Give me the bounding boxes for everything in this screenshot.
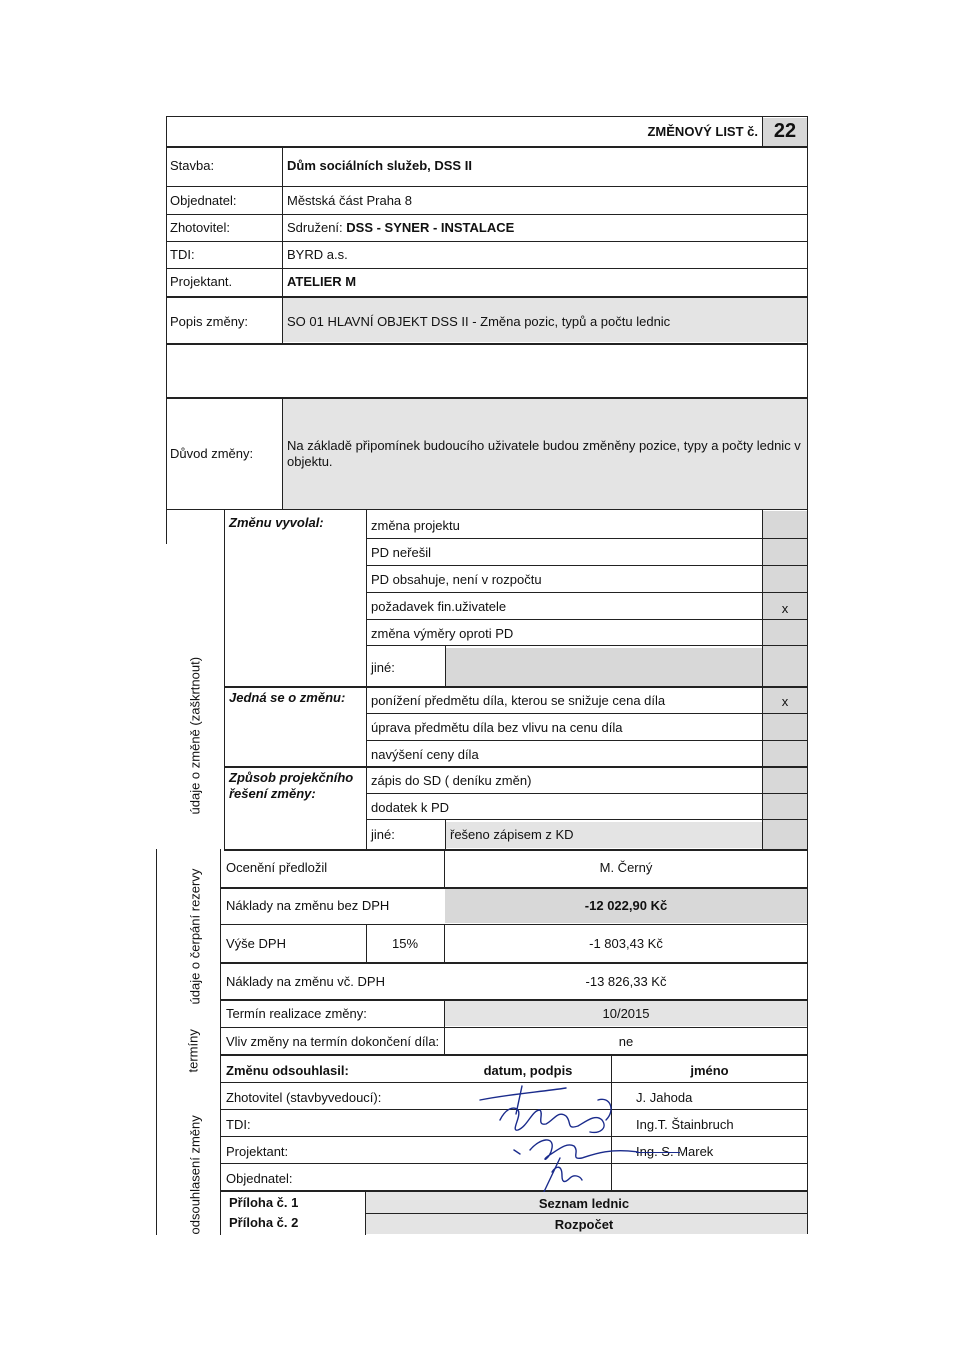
line [166, 186, 808, 187]
lower-left [220, 849, 221, 1235]
projektant-label: Projektant. [170, 274, 233, 289]
udaje-left [224, 509, 225, 849]
jedna-item: navýšení ceny díla [371, 747, 479, 762]
role-projektant: Projektant: [226, 1144, 289, 1159]
udaje-divider [366, 509, 367, 849]
jedna-item: ponížení předmětu díla, kterou se snižuje cena díla [371, 693, 666, 708]
zpusob-jine-divider [445, 819, 446, 849]
vyvolal-item: změna projektu [371, 518, 460, 533]
udaje-side-label: údaje o změně (zaškrtnout) [187, 656, 203, 815]
role-zhotovitel: Zhotovitel (stavbyvedoucí): [226, 1090, 382, 1105]
duvod-divider [282, 397, 283, 509]
mark-divider [762, 509, 763, 849]
line [166, 214, 808, 215]
dph-rate: 15% [391, 936, 419, 951]
priloha1-value: Seznam lednic [538, 1196, 630, 1211]
dph-value: -1 803,43 Kč [589, 936, 663, 951]
zpusob-item: jiné: [371, 827, 395, 842]
line [366, 793, 808, 794]
line [220, 924, 808, 925]
line [366, 538, 808, 539]
termin-value: 10/2015 [602, 1006, 650, 1021]
signature-stroke [552, 1167, 582, 1181]
priloha1-label: Příloha č. 1 [229, 1195, 299, 1210]
signature-stroke [598, 1099, 611, 1120]
tdi-value: BYRD a.s. [287, 247, 348, 262]
doc-title: ZMĚNOVÝ LIST č. [647, 124, 758, 139]
objednatel-label: Objednatel: [170, 193, 237, 208]
zpusob-label-1: Způsob projekčního [229, 770, 354, 785]
naklady-value: -12 022,90 Kč [584, 898, 668, 913]
border-left-popis [166, 296, 167, 544]
priloha2-label: Příloha č. 2 [229, 1215, 299, 1230]
popis-value: SO 01 HLAVNÍ OBJEKT DSS II - Změna pozic, typů a počtu lednic [287, 314, 671, 329]
line [366, 565, 808, 566]
vliv-value: ne [618, 1034, 634, 1049]
celkem-label: Náklady na změnu vč. DPH [226, 974, 385, 989]
vyvolal-item: změna výměry oproti PD [371, 626, 514, 641]
header-bottom [166, 146, 808, 148]
role-tdi: TDI: [226, 1117, 251, 1132]
jedna-label: Jedná se o změnu: [229, 690, 346, 705]
dph-label: Výše DPH [226, 936, 286, 951]
priloha2-value: Rozpočet [554, 1217, 614, 1232]
border-top [166, 116, 808, 117]
duvod-line2: objektu. [287, 454, 333, 469]
line [366, 819, 808, 820]
strike-line [636, 1152, 680, 1153]
line [366, 645, 808, 646]
border-left-info [166, 146, 167, 296]
naklady-label: Náklady na změnu bez DPH [226, 898, 390, 913]
vliv-label: Vliv změny na termín dokončení díla: [226, 1034, 440, 1049]
vyvolal-item: PD neřešil [371, 545, 431, 560]
line [220, 1054, 808, 1056]
odsouhlaseni-side-label: odsouhlasení změny [187, 1115, 203, 1235]
line [220, 887, 808, 889]
vyvolal-item: jiné: [371, 660, 395, 675]
line [166, 268, 808, 269]
jine-divider [445, 645, 446, 686]
line [166, 343, 808, 345]
line [224, 766, 808, 768]
border-left-top [166, 116, 167, 146]
zpusob-item: dodatek k PD [371, 800, 450, 815]
termin-label: Termín realizace změny: [226, 1006, 367, 1021]
name-projektant: Ing. S. Marek [636, 1144, 714, 1159]
line [366, 713, 808, 714]
stavba-label: Stavba: [170, 158, 215, 173]
border-right [807, 116, 808, 1234]
stavba-value: Dům sociálních služeb, DSS II [287, 158, 472, 173]
line [166, 241, 808, 242]
line [224, 686, 808, 688]
duvod-label: Důvod změny: [170, 446, 254, 461]
signature-stroke [542, 1158, 560, 1196]
zhotovitel-name: DSS - SYNER - INSTALACE [346, 220, 515, 235]
jine-shade [445, 648, 762, 686]
col-jmeno: jméno [690, 1063, 729, 1078]
role-objednatel: Objednatel: [226, 1171, 293, 1186]
zhotovitel-prefix: Sdružení: [287, 220, 347, 235]
line [365, 1213, 808, 1214]
zhotovitel-value [287, 220, 514, 235]
name-tdi: Ing.T. Štainbruch [636, 1117, 734, 1132]
col-datum-podpis: datum, podpis [483, 1063, 573, 1078]
zhotovitel-label: Zhotovitel: [170, 220, 230, 235]
outer-left-lower [156, 849, 157, 1235]
jedna-check-mark: x [781, 694, 789, 709]
vyvolal-item: požadavek fin.uživatele [371, 599, 507, 614]
mark-column-shade [763, 511, 807, 849]
name-zhotovitel: J. Jahoda [636, 1090, 693, 1105]
oceneni-label: Ocenění předložil [226, 860, 328, 875]
signature-stroke [480, 1088, 566, 1100]
signature-stroke [530, 1140, 638, 1159]
oceneni-value: M. Černý [599, 860, 653, 875]
line [220, 1027, 808, 1028]
vyvolal-check-mark: x [781, 601, 789, 616]
jedna-item: úprava předmětu díla bez vlivu na cenu díla [371, 720, 623, 735]
line [224, 849, 808, 851]
line [166, 509, 808, 510]
terminy-side-label: termíny [185, 1029, 201, 1073]
handwritten-signatures [470, 1080, 650, 1200]
popis-divider [282, 296, 283, 343]
odsouhlasil-title: Změnu odsouhlasil: [226, 1063, 349, 1078]
projektant-value: ATELIER M [287, 274, 357, 289]
zpusob-label-2: řešení změny: [229, 786, 316, 801]
line [366, 740, 808, 741]
cerpani-side-label: údaje o čerpání rezervy [187, 868, 203, 1005]
tdi-label: TDI: [170, 247, 195, 262]
vyvolal-label: Změnu vyvolal: [229, 515, 324, 530]
vyvolal-item: PD obsahuje, není v rozpočtu [371, 572, 542, 587]
doc-number: 22 [773, 120, 797, 142]
signature-stroke [500, 1108, 604, 1132]
celkem-value: -13 826,33 Kč [585, 974, 667, 989]
signature-stroke [514, 1150, 520, 1154]
line [220, 962, 808, 964]
duvod-line1: Na základě připomínek budoucího uživatele budou změněny pozice, typy a počty lednic v [287, 438, 801, 453]
line [366, 592, 808, 593]
duvod-shade [283, 399, 807, 509]
zpusob-jine-value: řešeno zápisem z KD [450, 827, 574, 842]
popis-label: Popis změny: [170, 314, 249, 329]
objednatel-value: Městská část Praha 8 [287, 193, 412, 208]
zpusob-item: zápis do SD ( deníku změn) [371, 773, 532, 788]
info-divider [282, 146, 283, 296]
line [366, 619, 808, 620]
